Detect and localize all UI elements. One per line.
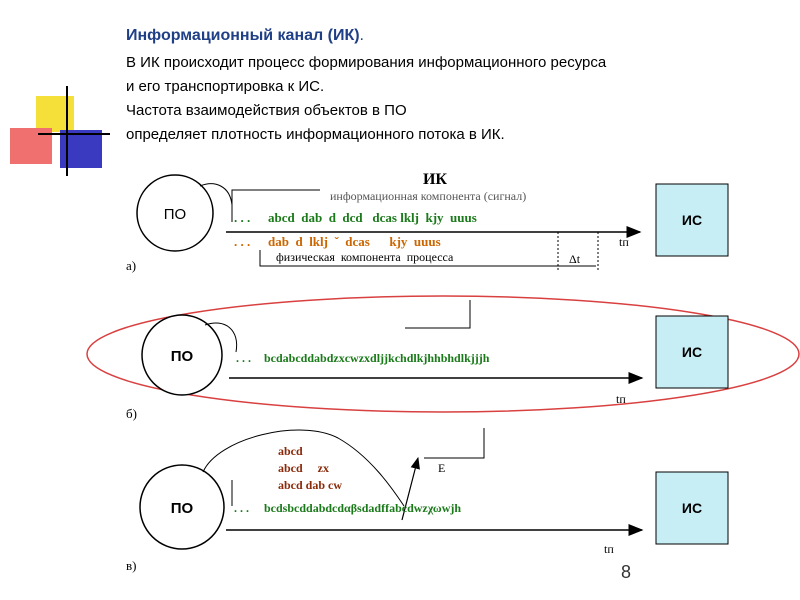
- panel-c-label: в): [126, 558, 137, 573]
- slide-title-suffix: .: [359, 27, 364, 44]
- slide-title-text: Информационный канал (ИК): [126, 27, 360, 44]
- panel-c-branch-line-2: abcd zx: [278, 461, 329, 475]
- panel-b-target-label: ИС: [681, 344, 703, 360]
- panel-c-branch-line-3: abcd dab cw: [278, 478, 343, 492]
- panel-a-label: а): [126, 258, 137, 273]
- panel-a-delta: Δt: [569, 252, 581, 266]
- body-line-4: определяет плотность информационного потока в ИК.: [126, 126, 505, 143]
- panel-b-bracket: [405, 300, 470, 328]
- logo-yellow-square: [36, 96, 74, 132]
- panel-a-seq-top-dots: . . .: [234, 210, 251, 225]
- panel-b-seq-dots: . . .: [236, 351, 251, 365]
- panel-c-e-bracket: [424, 428, 484, 458]
- panel-b-source-label: ПО: [170, 348, 194, 365]
- panel-c-time: tп: [604, 542, 614, 556]
- logo-decoration: [10, 86, 110, 176]
- diagram-header: ИК: [422, 171, 448, 188]
- panel-c-branch-line-1: abcd: [278, 444, 303, 458]
- panel-a-seq-bottom-dots: . . .: [234, 234, 251, 249]
- panel-a-seq-top: abcd dab d dcd dcas lklj kjy uuus: [268, 210, 477, 225]
- body-line-2: и его транспортировка к ИС.: [126, 78, 325, 95]
- panel-c-e-label: E: [438, 461, 446, 475]
- page-number: 8: [621, 562, 632, 582]
- panel-b-label: б): [126, 406, 137, 421]
- panel-c-source-label: ПО: [170, 500, 194, 517]
- panel-a-time: tп: [619, 235, 629, 249]
- panel-a-physical-component: физическая компонента процесса: [276, 250, 454, 264]
- panel-a-seq-bottom: dab d lklj ˇ dcas kjy uuus: [268, 234, 441, 249]
- panel-b-time: tп: [616, 392, 626, 406]
- panel-a-target-label: ИС: [681, 212, 703, 228]
- panel-b-seq: bcdabcddabdzxcwzxdljjkchdlkjhhbhdlkjjjh: [264, 351, 490, 365]
- panel-b: [87, 296, 799, 421]
- body-line-3: Частота взаимодействия объектов в ПО: [126, 102, 407, 119]
- body-line-1: В ИК происходит процесс формирования информационного ресурса: [126, 54, 607, 71]
- panel-a-source-label: ПО: [163, 206, 187, 223]
- panel-c-seq: bcdsbcddabdcdαβsdadffabcdwzχωwjh: [264, 501, 462, 515]
- panel-c-seq-dots: . . .: [234, 501, 249, 515]
- panel-c-target-label: ИС: [681, 500, 703, 516]
- panel-c: [126, 428, 728, 573]
- panel-a-info-component: информационная компонента (сигнал): [330, 189, 527, 203]
- panel-a: [126, 175, 728, 273]
